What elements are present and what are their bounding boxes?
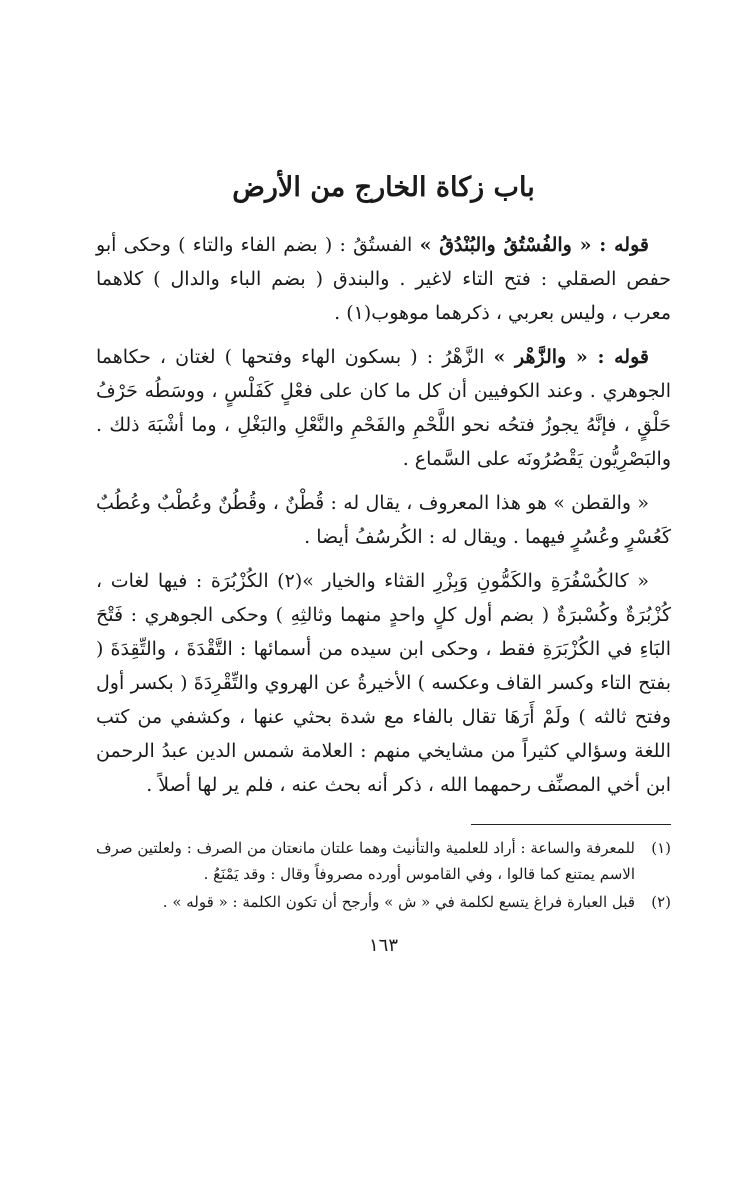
footnote-separator bbox=[471, 824, 671, 825]
paragraph-text: « كالكُسْفُرَةِ والكَمُّونِ وَبِزْرِ القثاء والخيار »(٢) الكُزْبُرَة : فيها لغات ، كُزْبُرَةٌ وكُسْبرَةٌ ( بضم أول كلٍ واحدٍ منهما وثالثِهِ ) وحكى الجوهري : فَتْحَ البَاءِ في الكُزْبَرَةِ فقط ، وحكى ابن سيده من أسمائها : التَّقْدَةَ ، والتِّقِدَةَ ( بفتح التاء وكسر القاف وعكسه ) الأخيرةُ عن الهروي والتِّقْرِدَةَ ( بكسر أول وفتح ثالثه ) ولَمْ أَرَهَا تقال بالفاء مع شدة بحثي عنها ، وكشفي من كتب اللغة وسؤالي كثيراً من مشايخي منهم : العلامة شمس الدين عبدُ الرحمن ابن أخي المصنِّف رحمهما الله ، ذكر أنه بحث عنه ، فلم ير لها أصلاً . bbox=[96, 570, 671, 796]
paragraph-coriander bbox=[96, 564, 671, 802]
footnote-item bbox=[96, 889, 671, 915]
document-page bbox=[96, 168, 671, 1118]
paragraph-flowers bbox=[96, 340, 671, 476]
paragraph-lead: قوله : « والفُسْتُقُ والبُنْدُقُ » bbox=[419, 234, 649, 256]
footnote-text: للمعرفة والساعة : أراد للعلمية والتأنيث وهما علتان مانعتان من الصرف : ولعلتين صرف الاسم يمتنع كما قالوا ، وفي القاموس أورده مصروفاً وقال : وقد يَمْنَعُ . bbox=[96, 839, 635, 883]
paragraph-pistachio bbox=[96, 228, 671, 330]
paragraph-text: الزَّهْرُ : ( بسكون الهاء وفتحها ) لغتان ، حكاهما الجوهري . وعند الكوفيين أن كل ما كان على فعْلٍ كَفَلْسٍ ، ووسَطُه حَرْفُ حَلْقٍ ، فإنَّهُ يجوزُ فتحُه نحو اللَّحْمِ والفَحْمِ والنَّعْلِ والبَغْلِ ، وما أشْبَهَ ذلك . والبَصْرِيُّون يَقْصُرُونَه على السَّماع . bbox=[96, 346, 671, 470]
footnote-number: (١) bbox=[651, 839, 671, 857]
paragraph-text: الفستُقُ : ( بضم الفاء والتاء ) وحكى أبو حفص الصقلي : فتح التاء لاغير . والبندق ( بضم الباء والدال ) كلاهما معرب ، وليس بعربي ، ذكرهما موهوب(١) . bbox=[96, 234, 671, 324]
page-number: ١٦٣ bbox=[368, 935, 398, 956]
paragraph-lead: قوله : « والزَّهْر » bbox=[493, 346, 649, 368]
paragraph-cotton bbox=[96, 486, 671, 554]
footnotes bbox=[96, 835, 671, 915]
paragraph-text: « والقطن » هو هذا المعروف ، يقال له : قُطْنٌ ، وقُطُنٌ وعُطْبٌ وعُطُبٌ كَعُسْرٍ وعُسُرٍ فيهما . ويقال له : الكُرسُفُ أيضا . bbox=[96, 492, 671, 548]
footnote-text: قبل العبارة فراغ يتسع لكلمة في « ش » وأرجح أن تكون الكلمة : « قوله » . bbox=[162, 893, 635, 911]
footnote-item bbox=[96, 835, 671, 887]
page-title: باب زكاة الخارج من الأرض bbox=[232, 172, 535, 203]
footnote-number: (٢) bbox=[651, 893, 671, 911]
